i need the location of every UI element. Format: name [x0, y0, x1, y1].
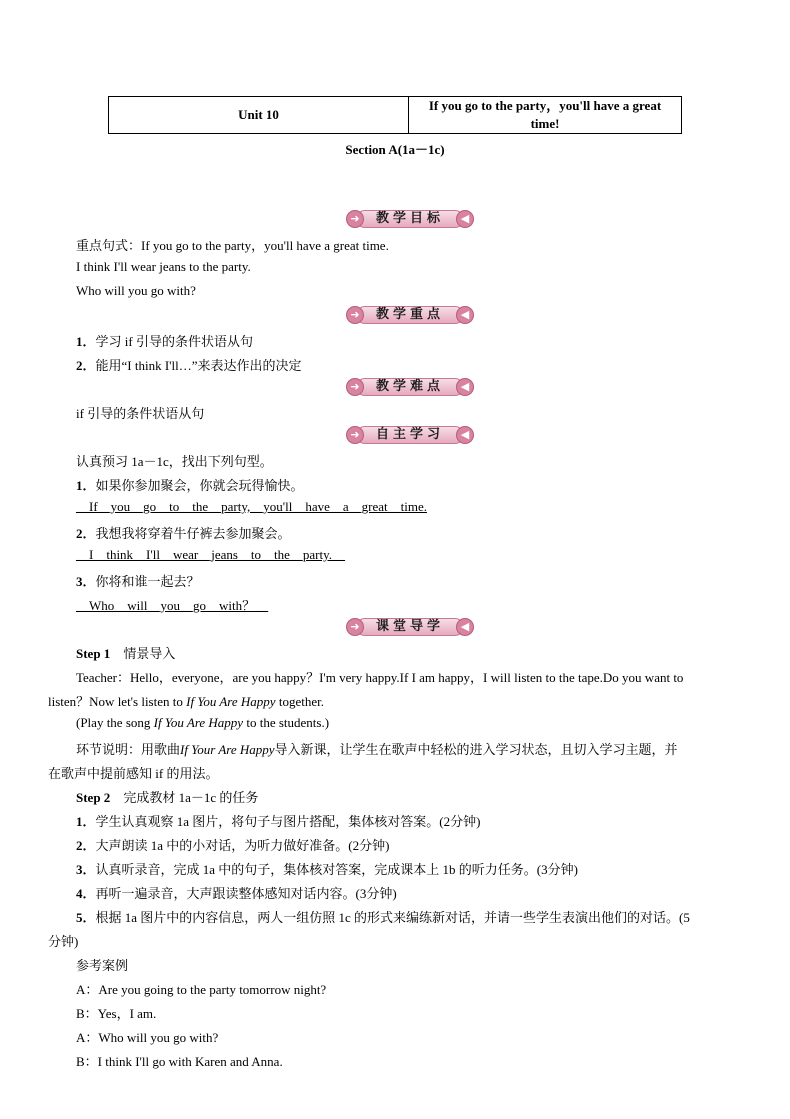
key-point-1: 1．学习 if 引导的条件状语从句: [76, 334, 253, 349]
reference-heading: 参考案例: [76, 958, 129, 973]
self-study-a1: __If__you__go__to__the__party,__you'll__have__a__great__time.: [76, 499, 427, 514]
arrow-left-icon: ◀: [456, 426, 474, 444]
self-study-a2: __I__think__I'll__wear__jeans__to__the__party.__: [76, 547, 346, 562]
banner-self-study: [346, 425, 474, 445]
key-point-2: 2．能用“I think I'll…”来表达作出的决定: [76, 358, 302, 373]
unit-title-line1: If you go to the party，you'll have a great: [428, 98, 662, 113]
dialog-line-2: B：Yes，I am.: [76, 1006, 157, 1021]
step1-teacher-line2: listen？Now let's listen to If You Are Happy together.: [48, 694, 324, 709]
goals-line3: Who will you go with?: [76, 283, 196, 298]
banner-key-points-label: 教学重点: [375, 307, 444, 322]
step1-teacher-line1: Teacher：Hello，everyone，are you happy？I'm very happy.If I am happy，I will listen to the tape.Do you want to: [76, 670, 684, 685]
step2-item-2: 2．大声朗读 1a 中的小对话，为听力做好准备。(2分钟): [76, 838, 390, 853]
step2-item-5-cont: 分钟): [48, 934, 79, 949]
arrow-right-icon: ➜: [346, 378, 364, 396]
banner-key-points: [346, 305, 474, 325]
section-title: Section A(1a－1c): [345, 142, 445, 157]
difficult-point: if 引导的条件状语从句: [76, 406, 205, 421]
dialog-line-4: B：I think I'll go with Karen and Anna.: [76, 1054, 283, 1069]
arrow-right-icon: ➜: [346, 618, 364, 636]
banner-goals-label: 教学目标: [375, 211, 444, 226]
self-study-q3: 3．你将和谁一起去？: [76, 574, 200, 589]
arrow-right-icon: ➜: [346, 426, 364, 444]
unit-title: [409, 97, 682, 134]
self-study-q1: 1．如果你参加聚会，你就会玩得愉快。: [76, 478, 304, 493]
step2-item-5: 5．根据 1a 图片中的内容信息，两人一组仿照 1c 的形式来编练新对话，并请一些学生表演出他们的对话。(5: [76, 910, 690, 925]
banner-class-guide-label: 课堂导学: [375, 619, 444, 634]
dialog-line-3: A：Who will you go with?: [76, 1030, 219, 1045]
step2-item-4: 4．再听一遍录音，大声跟读整体感知对话内容。(3分钟): [76, 886, 397, 901]
unit-title-line2: time!: [530, 116, 560, 131]
step2-heading: Step 2 完成教材 1a－1c 的任务: [76, 790, 259, 805]
arrow-left-icon: ◀: [456, 306, 474, 324]
goals-line1: 重点句式：If you go to the party，you'll have a great time.: [76, 238, 389, 253]
self-study-intro: 认真预习 1a－1c，找出下列句型。: [76, 454, 273, 469]
arrow-left-icon: ◀: [456, 618, 474, 636]
banner-difficult-points: [346, 377, 474, 397]
arrow-right-icon: ➜: [346, 306, 364, 324]
step1-play-note: (Play the song If You Are Happy to the students.): [76, 715, 330, 730]
banner-goals: [346, 209, 474, 229]
step2-item-3: 3．认真听录音，完成 1a 中的句子，集体核对答案，完成课本上 1b 的听力任务。(3分钟): [76, 862, 578, 877]
step2-item-1: 1．学生认真观察 1a 图片，将句子与图片搭配，集体核对答案。(2分钟): [76, 814, 481, 829]
goals-line2: I think I'll wear jeans to the party.: [76, 259, 251, 274]
arrow-right-icon: ➜: [346, 210, 364, 228]
step1-heading: Step 1 情景导入: [76, 646, 176, 661]
self-study-a3: __Who__will__you__go__with？__: [76, 598, 269, 613]
dialog-line-1: A：Are you going to the party tomorrow night?: [76, 982, 327, 997]
arrow-left-icon: ◀: [456, 378, 474, 396]
unit-label: Unit 10: [109, 97, 409, 134]
banner-class-guide: [346, 617, 474, 637]
banner-self-study-label: 自主学习: [375, 427, 444, 442]
step1-note-line2: 在歌声中提前感知 if 的用法。: [48, 766, 219, 781]
self-study-q2: 2．我想我将穿着牛仔裤去参加聚会。: [76, 526, 291, 541]
step1-note-line1: 环节说明：用歌曲If Your Are Happy导入新课，让学生在歌声中轻松的进入学习状态，且切入学习主题，并: [76, 742, 678, 757]
arrow-left-icon: ◀: [456, 210, 474, 228]
banner-difficult-points-label: 教学难点: [375, 379, 444, 394]
unit-header-table: [108, 96, 682, 134]
